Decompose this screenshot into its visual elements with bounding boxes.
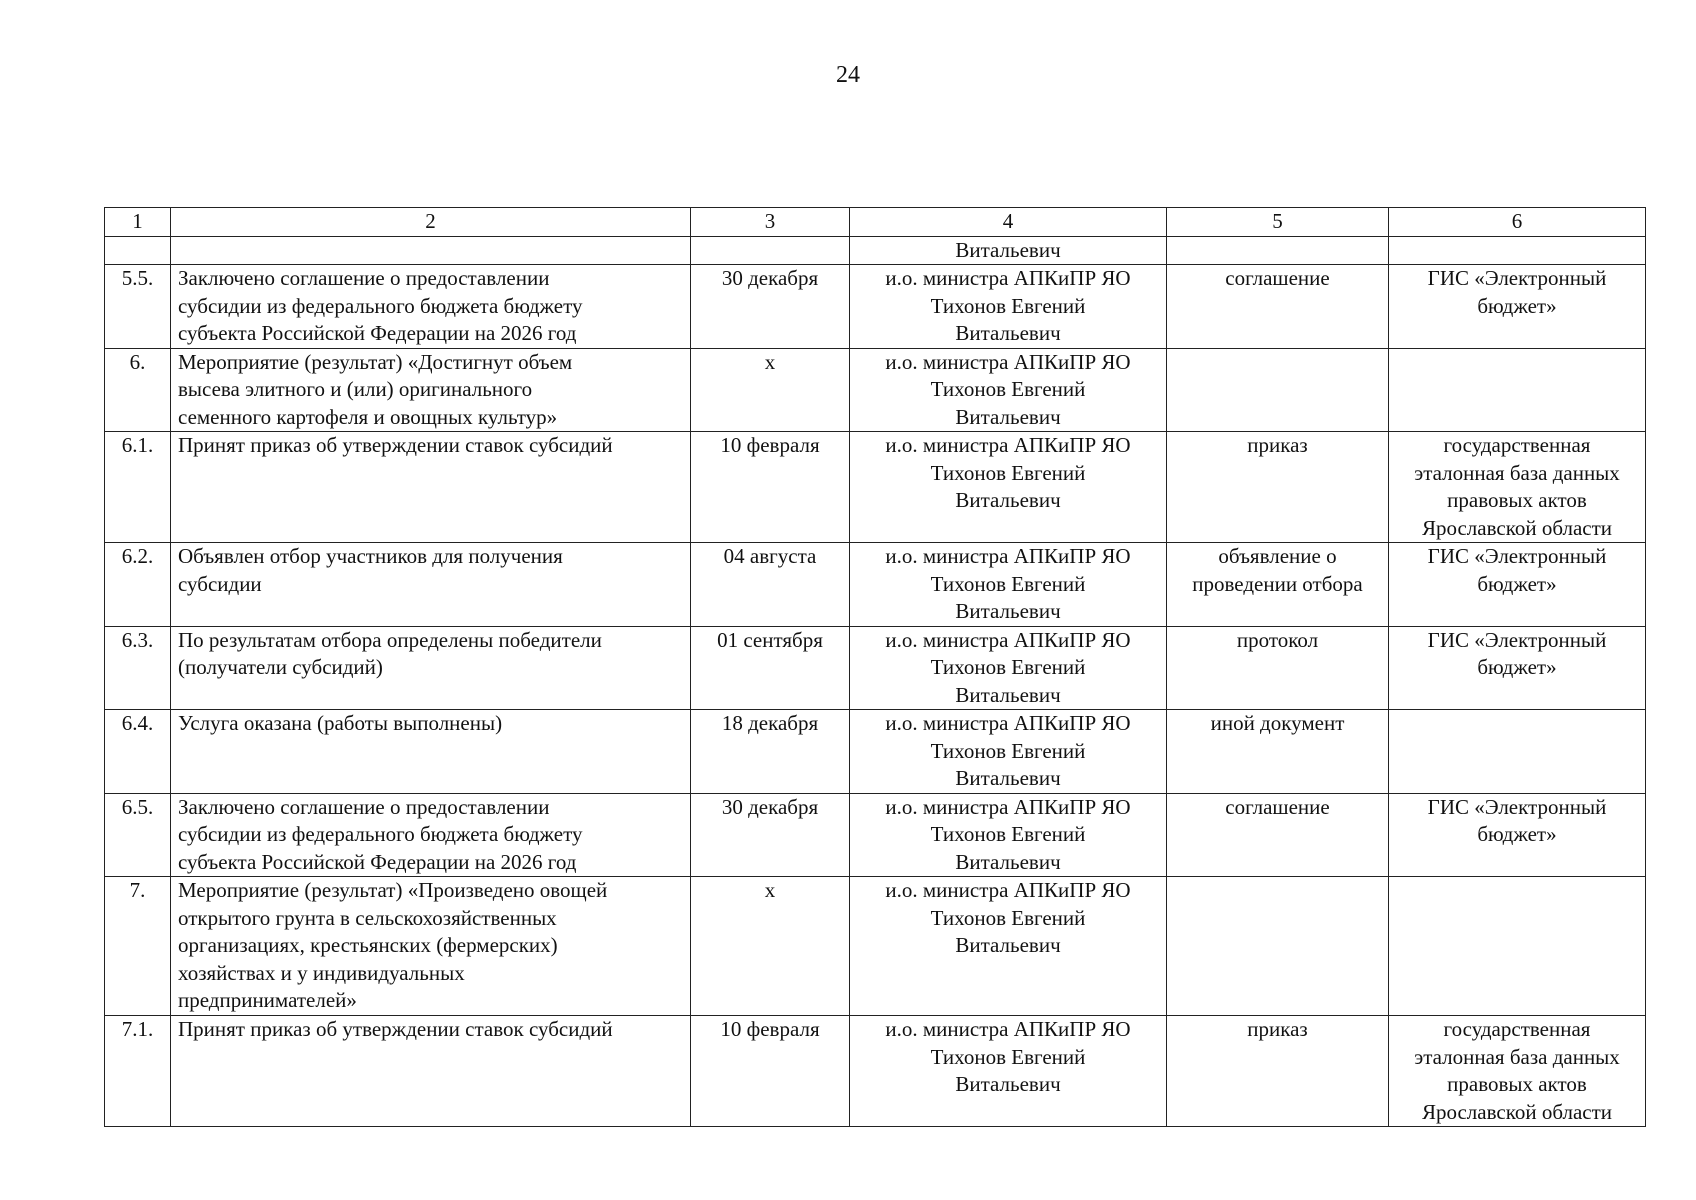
cell-line: объявление о — [1218, 544, 1337, 568]
cell-number: 6.4. — [105, 710, 171, 794]
cell-line: Тихонов Евгений — [930, 822, 1086, 846]
cell-system — [1389, 710, 1646, 794]
cell-system — [1389, 793, 1646, 877]
cell-date: 10 февраля — [691, 432, 850, 543]
cell-line: высева элитного и (или) оригинального — [178, 377, 533, 401]
cell-line: Ярославской области — [1421, 1099, 1613, 1124]
cell-line: бюджет» — [1477, 655, 1557, 679]
cell-name — [171, 877, 691, 1016]
cell-document-type — [1167, 432, 1389, 543]
cell-line: субъекта Российской Федерации на 2026 год — [178, 321, 577, 345]
cell-line: Витальевич — [955, 599, 1061, 623]
cell-system — [1389, 543, 1646, 627]
cell-document-type — [1167, 793, 1389, 877]
cell-system — [1389, 236, 1646, 265]
cell-responsible — [850, 348, 1167, 432]
cell-line: и.о. министра АПКиПР ЯО — [885, 544, 1131, 568]
cell-line: ГИС «Электронный — [1427, 794, 1607, 819]
table-row — [105, 793, 1646, 877]
header-cell: 3 — [691, 208, 850, 237]
cell-number: 5.5. — [105, 265, 171, 349]
cell-line: бюджет» — [1477, 293, 1557, 318]
header-cell: 4 — [850, 208, 1167, 237]
cell-document-type — [1167, 626, 1389, 710]
cell-system — [1389, 877, 1646, 1016]
cell-line: иной документ — [1210, 711, 1345, 735]
cell-name — [171, 348, 691, 432]
cell-line: открытого грунта в сельскохозяйственных — [178, 905, 557, 930]
table-row — [105, 432, 1646, 543]
cell-responsible — [850, 1016, 1167, 1127]
cell-line: проведении отбора — [1192, 571, 1363, 596]
cell-number: 7. — [105, 877, 171, 1016]
cell-system — [1389, 626, 1646, 710]
cell-line: субсидии из федерального бюджета бюджету — [178, 822, 583, 846]
cell-name — [171, 236, 691, 265]
cell-line: Тихонов Евгений — [930, 738, 1086, 763]
cell-system — [1389, 1016, 1646, 1127]
cell-line: ГИС «Электронный — [1427, 544, 1607, 568]
table-row — [105, 626, 1646, 710]
cell-number: 6. — [105, 348, 171, 432]
cell-number: 6.1. — [105, 432, 171, 543]
cell-date: 30 декабря — [691, 793, 850, 877]
cell-date: 30 декабря — [691, 265, 850, 349]
cell-line: Витальевич — [955, 488, 1061, 512]
cell-line: Витальевич — [955, 237, 1061, 262]
table-body — [105, 236, 1646, 1127]
cell-line: и.о. министра АПКиПР ЯО — [885, 1017, 1131, 1041]
cell-line: Ярославской области — [1421, 515, 1613, 540]
cell-line: приказ — [1247, 1017, 1308, 1041]
cell-line: Витальевич — [955, 321, 1061, 345]
cell-line: Принят приказ об утверждении ставок субсидий — [178, 1017, 613, 1041]
cell-date: 10 февраля — [691, 1016, 850, 1127]
cell-line: Витальевич — [955, 849, 1061, 874]
cell-document-type — [1167, 710, 1389, 794]
cell-line: Витальевич — [955, 404, 1061, 429]
cell-line: государственная — [1443, 1017, 1591, 1041]
cell-name — [171, 626, 691, 710]
header-cell: 5 — [1167, 208, 1389, 237]
cell-line: Принят приказ об утверждении ставок субсидий — [178, 433, 613, 457]
plan-table — [104, 207, 1646, 1127]
cell-name — [171, 793, 691, 877]
cell-line: и.о. министра АПКиПР ЯО — [885, 349, 1131, 374]
page-number: 24 — [836, 62, 860, 88]
cell-line: и.о. министра АПКиПР ЯО — [885, 794, 1131, 819]
cell-number — [105, 236, 171, 265]
cell-line: По результатам отбора определены победители — [178, 627, 602, 652]
cell-line: субсидии из федерального бюджета бюджету — [178, 293, 583, 318]
cell-date: х — [691, 348, 850, 432]
cell-date: х — [691, 877, 850, 1016]
cell-line: Витальевич — [955, 1072, 1061, 1096]
cell-line: протокол — [1236, 627, 1319, 652]
cell-responsible — [850, 877, 1167, 1016]
cell-line: и.о. министра АПКиПР ЯО — [885, 878, 1131, 902]
cell-line: Тихонов Евгений — [930, 460, 1086, 485]
table-row — [105, 710, 1646, 794]
table-row — [105, 348, 1646, 432]
cell-date: 04 августа — [691, 543, 850, 627]
cell-line: Тихонов Евгений — [930, 571, 1086, 596]
table-row — [105, 877, 1646, 1016]
cell-number: 6.5. — [105, 793, 171, 877]
cell-system — [1389, 348, 1646, 432]
cell-line: семенного картофеля и овощных культур» — [178, 404, 558, 429]
cell-line: Витальевич — [955, 682, 1061, 707]
cell-responsible — [850, 236, 1167, 265]
cell-document-type — [1167, 1016, 1389, 1127]
cell-line: соглашение — [1225, 266, 1330, 290]
cell-line: субъекта Российской Федерации на 2026 год — [178, 849, 577, 874]
cell-line: Тихонов Евгений — [930, 377, 1086, 401]
cell-document-type — [1167, 877, 1389, 1016]
cell-line: приказ — [1247, 433, 1308, 457]
cell-responsible — [850, 265, 1167, 349]
cell-responsible — [850, 710, 1167, 794]
cell-line: предпринимателей» — [178, 988, 357, 1012]
cell-line: субсидии — [178, 571, 262, 596]
cell-line: соглашение — [1225, 794, 1330, 819]
table-row-continuation — [105, 236, 1646, 265]
cell-line: Тихонов Евгений — [930, 293, 1086, 318]
header-cell: 2 — [171, 208, 691, 237]
cell-system — [1389, 432, 1646, 543]
cell-line: Мероприятие (результат) «Произведено овощей — [178, 878, 608, 902]
cell-responsible — [850, 793, 1167, 877]
cell-line: Тихонов Евгений — [930, 905, 1086, 930]
cell-responsible — [850, 626, 1167, 710]
cell-line: Заключено соглашение о предоставлении — [178, 266, 550, 290]
cell-line: Тихонов Евгений — [930, 655, 1086, 679]
cell-name — [171, 432, 691, 543]
cell-line: правовых актов — [1447, 1072, 1587, 1096]
cell-system — [1389, 265, 1646, 349]
cell-line: Услуга оказана (работы выполнены) — [178, 711, 503, 735]
cell-name — [171, 265, 691, 349]
cell-responsible — [850, 432, 1167, 543]
cell-line: Витальевич — [955, 933, 1061, 957]
cell-name — [171, 710, 691, 794]
cell-line: бюджет» — [1477, 571, 1557, 596]
cell-line: правовых актов — [1447, 488, 1587, 512]
cell-name — [171, 543, 691, 627]
cell-line: и.о. министра АПКиПР ЯО — [885, 711, 1131, 735]
cell-line: Витальевич — [955, 766, 1061, 790]
cell-number: 6.3. — [105, 626, 171, 710]
cell-line: организациях, крестьянских (фермерских) — [178, 933, 558, 957]
cell-line: ГИС «Электронный — [1427, 627, 1607, 652]
cell-line: (получатели субсидий) — [178, 655, 383, 679]
cell-line: и.о. министра АПКиПР ЯО — [885, 433, 1131, 457]
cell-responsible — [850, 543, 1167, 627]
cell-date: 18 декабря — [691, 710, 850, 794]
table-header-row — [105, 208, 1646, 237]
cell-line: эталонная база данных — [1414, 1044, 1620, 1069]
cell-document-type — [1167, 543, 1389, 627]
cell-date — [691, 236, 850, 265]
cell-document-type — [1167, 348, 1389, 432]
cell-line: Объявлен отбор участников для получения — [178, 544, 563, 568]
table-row — [105, 1016, 1646, 1127]
cell-number: 6.2. — [105, 543, 171, 627]
table-row — [105, 543, 1646, 627]
cell-line: ГИС «Электронный — [1427, 266, 1607, 290]
header-cell: 6 — [1389, 208, 1646, 237]
cell-line: хозяйствах и у индивидуальных — [178, 960, 465, 985]
cell-line: Заключено соглашение о предоставлении — [178, 794, 550, 819]
cell-document-type — [1167, 236, 1389, 265]
cell-line: Тихонов Евгений — [930, 1044, 1086, 1069]
cell-document-type — [1167, 265, 1389, 349]
cell-line: бюджет» — [1477, 822, 1557, 846]
cell-line: эталонная база данных — [1414, 460, 1620, 485]
cell-line: Мероприятие (результат) «Достигнут объем — [178, 349, 573, 374]
cell-name — [171, 1016, 691, 1127]
header-cell: 1 — [105, 208, 171, 237]
cell-line: и.о. министра АПКиПР ЯО — [885, 627, 1131, 652]
cell-date: 01 сентября — [691, 626, 850, 710]
table-row — [105, 265, 1646, 349]
cell-line: государственная — [1443, 433, 1591, 457]
cell-number: 7.1. — [105, 1016, 171, 1127]
cell-line: и.о. министра АПКиПР ЯО — [885, 266, 1131, 290]
